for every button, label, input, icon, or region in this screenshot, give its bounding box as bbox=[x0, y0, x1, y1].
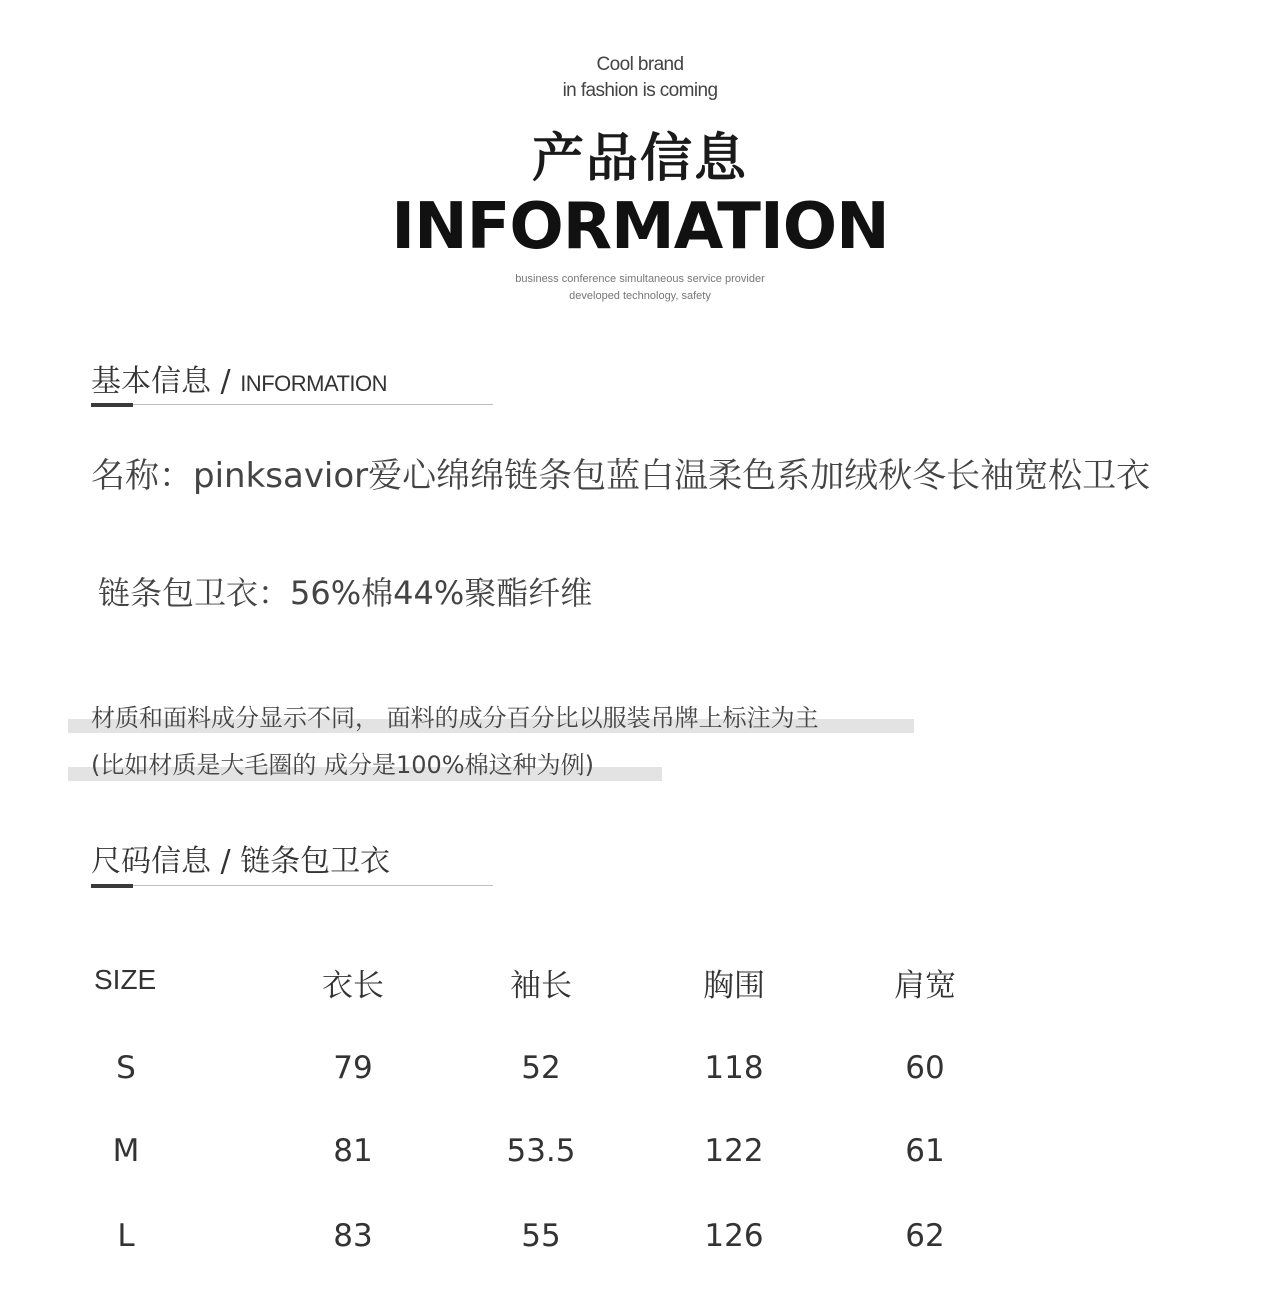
table-header-shoulder: 肩宽 bbox=[894, 968, 956, 1004]
size-section-divider bbox=[91, 885, 493, 886]
size-section-title: 尺码信息 / 链条包卫衣 bbox=[91, 844, 391, 879]
table-header-chest: 胸围 bbox=[703, 968, 765, 1004]
table-cell-chest: 126 bbox=[704, 1218, 764, 1254]
subtitle-line-2: developed technology, safety bbox=[569, 290, 711, 302]
table-cell-shoulder: 62 bbox=[905, 1218, 945, 1254]
product-composition: 链条包卫衣：56%棉44%聚酯纤维 bbox=[98, 574, 593, 612]
basic-section-accent bbox=[91, 403, 133, 407]
table-header-length: 衣长 bbox=[322, 968, 384, 1004]
material-note-line-2: (比如材质是大毛圈的 成分是100%棉这种为例) bbox=[91, 751, 594, 779]
table-cell-size: M bbox=[112, 1133, 140, 1169]
table-cell-size: L bbox=[117, 1218, 135, 1254]
table-cell-length: 83 bbox=[333, 1218, 373, 1254]
tagline-line-2: in fashion is coming bbox=[562, 80, 718, 101]
basic-section-title bbox=[91, 356, 387, 400]
table-cell-length: 79 bbox=[333, 1050, 373, 1086]
basic-section-title-cn: 基本信息 / bbox=[91, 364, 241, 399]
material-note-line-1: 材质和面料成分显示不同， 面料的成分百分比以服装吊牌上标注为主 bbox=[91, 704, 819, 732]
table-cell-size: S bbox=[116, 1050, 136, 1086]
tagline-line-1: Cool brand bbox=[596, 54, 684, 75]
subtitle-line-1: business conference simultaneous service provider bbox=[515, 273, 765, 285]
basic-section-divider bbox=[91, 404, 493, 405]
table-header-sleeve: 袖长 bbox=[510, 968, 572, 1004]
basic-section-title-en: INFORMATION bbox=[240, 371, 388, 396]
table-cell-length: 81 bbox=[333, 1133, 373, 1169]
product-name: 名称：pinksavior爱心绵绵链条包蓝白温柔色系加绒秋冬长袖宽松卫衣 bbox=[91, 456, 1151, 496]
table-cell-chest: 122 bbox=[704, 1133, 764, 1169]
table-cell-shoulder: 61 bbox=[905, 1133, 945, 1169]
page-title-cn: 产品信息 bbox=[531, 129, 748, 189]
table-header-size: SIZE bbox=[94, 964, 157, 995]
table-cell-sleeve: 55 bbox=[521, 1218, 561, 1254]
table-cell-shoulder: 60 bbox=[905, 1050, 945, 1086]
table-cell-chest: 118 bbox=[704, 1050, 764, 1086]
page-title-en: INFORMATION bbox=[391, 190, 889, 264]
table-cell-sleeve: 53.5 bbox=[506, 1133, 576, 1169]
table-cell-sleeve: 52 bbox=[521, 1050, 561, 1086]
size-section-accent bbox=[91, 884, 133, 888]
